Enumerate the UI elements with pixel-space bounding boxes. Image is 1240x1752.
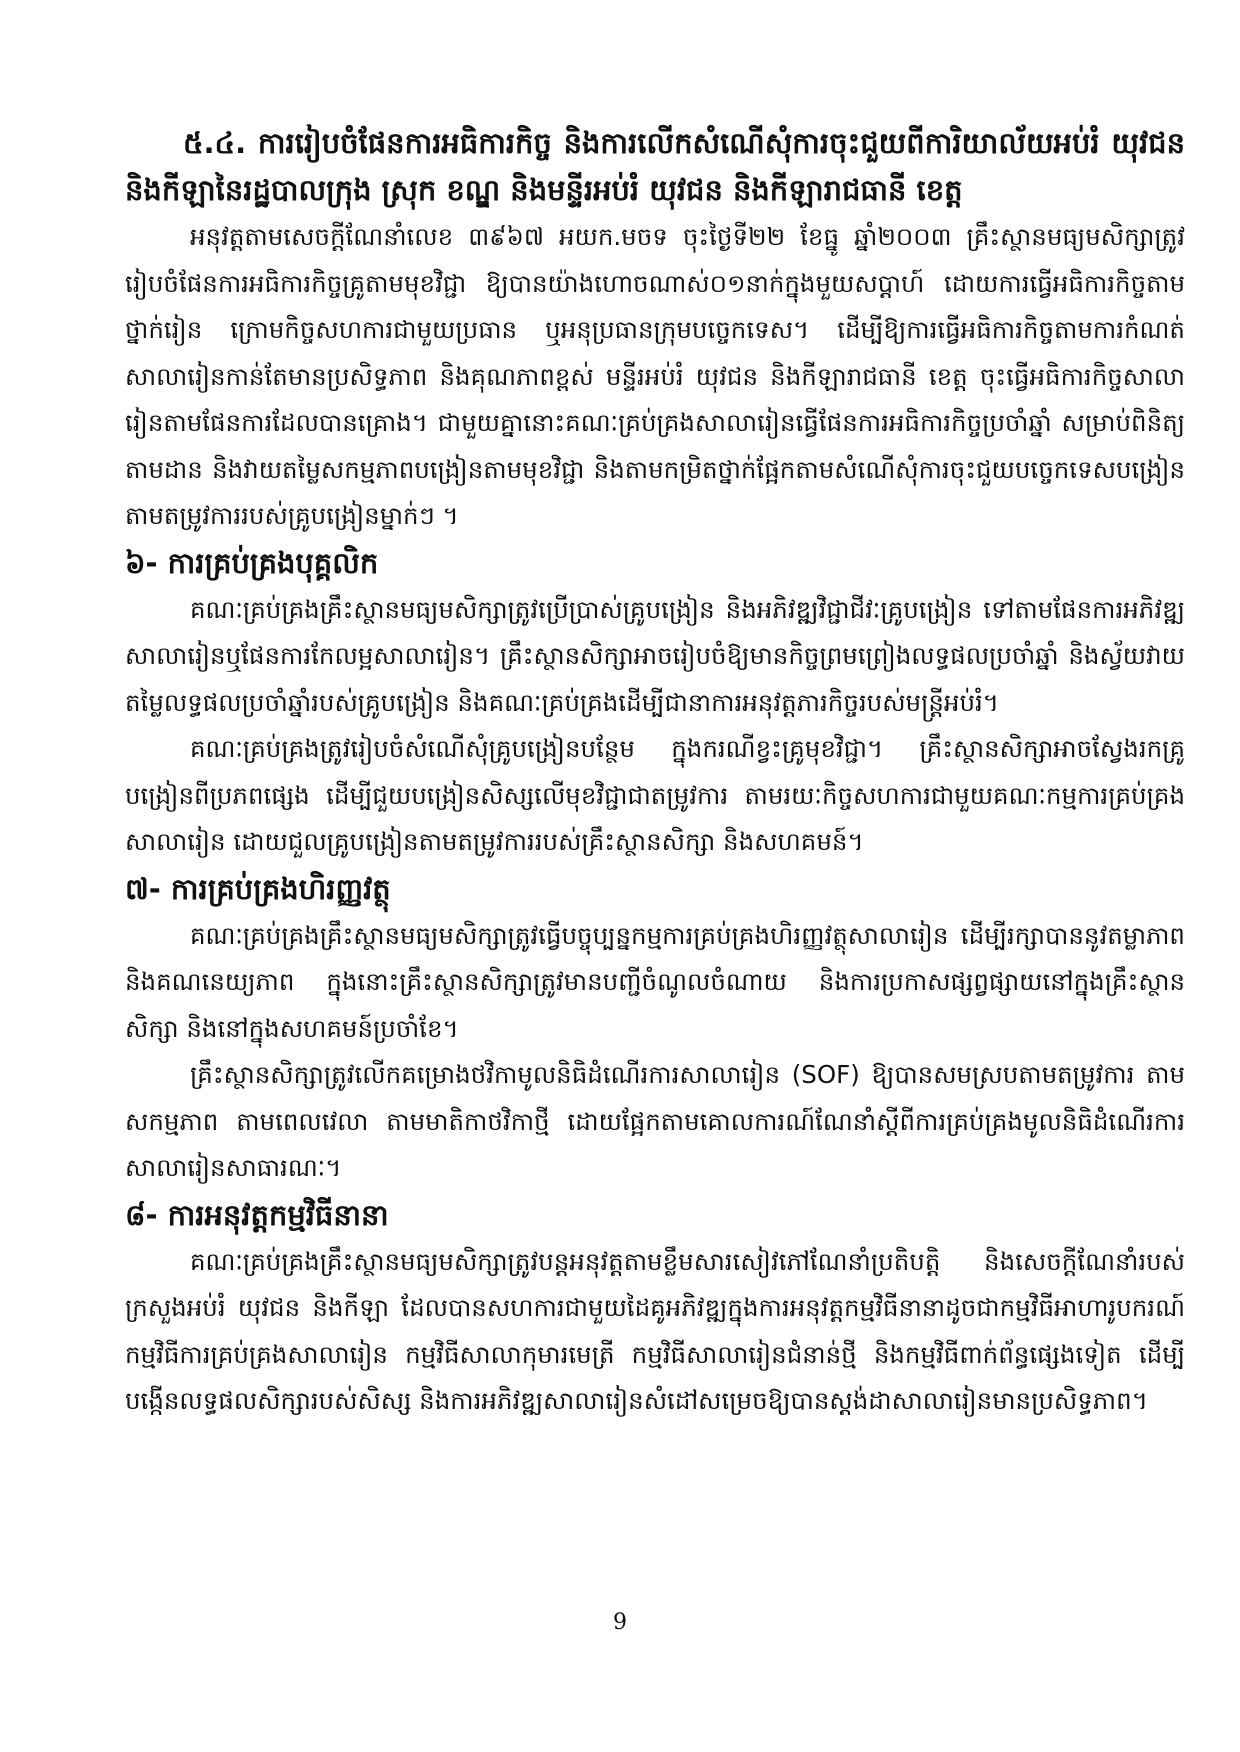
- section-heading-5-4: ៥.៤. ការរៀបចំផែនការអធិការកិច្ច និងការលើកសំណើសុំការចុះជួយពីការិយាល័យអប់រំ យុវជន និងកីឡានៃរដ្ឋបាលក្រុង ស្រុក ខណ្ឌ និងមន្ទីរអប់រំ យុវជន និងកីឡារាជធានី ខេត្ត: [125, 126, 1185, 207]
- document-body: [125, 120, 1185, 1425]
- paragraph-programs: គណៈគ្រប់គ្រងគ្រឹះស្ថានមធ្យមសិក្សាត្រូវបន្តអនុវត្តតាមខ្លឹមសារសៀវភៅណែនាំប្រតិបត្តិ និងសេចក្ដីណែនាំរបស់ក្រសួងអប់រំ យុវជន និងកីឡា ដែលបានសហការជាមួយដៃគូអភិវឌ្ឍក្នុងការអនុវត្តកម្មវិធីនានាដូចជាកម្មវិធីអាហារូបករណ៍ កម្មវិធីការគ្រប់គ្រងសាលារៀន កម្មវិធីសាលាកុមារមេត្រី កម្មវិធីសាលារៀនជំនាន់ថ្មី និងកម្មវិធីពាក់ព័ន្ធផ្សេងទៀត ដើម្បីបង្កើនលទ្ធផលសិក្សារបស់សិស្ស និងការអភិវឌ្ឍសាលារៀនសំដៅសម្រេចឱ្យបានស្ដង់ដាសាលារៀនមានប្រសិទ្ធភាព។: [125, 1246, 1185, 1415]
- paragraph-finance-2: គ្រឹះស្ថានសិក្សាត្រូវលើកគម្រោងថវិកាមូលនិធិដំណើរការសាលារៀន (SOF) ឱ្យបានសមស្របតាមតម្រូវការ តាមសកម្មភាព តាមពេលវេលា តាមមាតិកាថវិកាថ្មី ដោយផ្អែកតាមគោលការណ៍ណែនាំស្ដីពីការគ្រប់គ្រងមូលនិធិដំណើរការសាលារៀនសាធារណៈ។: [125, 1060, 1185, 1182]
- paragraph-finance-1: គណៈគ្រប់គ្រងគ្រឹះស្ថានមធ្យមសិក្សាត្រូវធ្វើបច្ចុប្បន្នកម្មការគ្រប់គ្រងហិរញ្ញវត្ថុសាលារៀន ដើម្បីរក្សាបាននូវតម្លាភាព និងគណនេយ្យភាព ក្នុងនោះគ្រឹះស្ថានសិក្សាត្រូវមានបញ្ជីចំណូលចំណាយ និងការប្រកាសផ្សព្វផ្សាយនៅក្នុងគ្រឹះស្ថានសិក្សា និងនៅក្នុងសហគមន៍ប្រចាំខែ។: [125, 920, 1185, 1043]
- section-heading-7: ៧- ការគ្រប់គ្រងហិរញ្ញវត្ថុ: [125, 871, 391, 906]
- section-heading-6: ៦- ការគ្រប់គ្រងបុគ្គលិក: [125, 545, 379, 580]
- section-heading-8: ៨- ការអនុវត្តកម្មវិធីនានា: [125, 1197, 389, 1232]
- page-number: 9: [613, 1610, 627, 1635]
- paragraph-inspection-plan: អនុវត្តតាមសេចក្ដីណែនាំលេខ ៣៩៦៧ អយក.មចទ ចុះថ្ងៃទី២២ ខែធ្នូ ឆ្នាំ២០០៣ គ្រឹះស្ថានមធ្យមសិក្សាត្រូវរៀបចំផែនការអធិការកិច្ចគ្រូតាមមុខវិជ្ជា ឱ្យបានយ៉ាងហោចណាស់០១នាក់ក្នុងមួយសប្ដាហ៍ ដោយការធ្វើអធិការកិច្ចតាមថ្នាក់រៀន ក្រោមកិច្ចសហការជាមួយប្រធាន ឬអនុប្រធានក្រុមបច្ចេកទេស។ ដើម្បីឱ្យការធ្វើអធិការកិច្ចតាមការកំណត់សាលារៀនកាន់តែមានប្រសិទ្ធភាព និងគុណភាពខ្ពស់ មន្ទីរអប់រំ យុវជន និងកីឡារាជធានី ខេត្ត ចុះធ្វើអធិការកិច្ចសាលារៀនតាមផែនការដែលបានគ្រោង។ ជាមួយគ្នានោះគណៈគ្រប់គ្រងសាលារៀនធ្វើផែនការអធិការកិច្ចប្រចាំឆ្នាំ សម្រាប់ពិនិត្យតាមដាន និងវាយតម្លៃសកម្មភាពបង្រៀនតាមមុខវិជ្ជា និងតាមកម្រិតថ្នាក់ផ្អែកតាមសំណើសុំការចុះជួយបច្ចេកទេសបង្រៀនតាមតម្រូវការរបស់គ្រូបង្រៀនម្នាក់ៗ ។: [125, 222, 1185, 530]
- paragraph-staff-management-1: គណៈគ្រប់គ្រងគ្រឹះស្ថានមធ្យមសិក្សាត្រូវប្រើប្រាស់គ្រូបង្រៀន និងអភិវឌ្ឍវិជ្ជាជីវៈគ្រូបង្រៀន ទៅតាមផែនការអភិវឌ្ឍសាលារៀនឬផែនការកែលម្អសាលារៀន។ គ្រឹះស្ថានសិក្សាអាចរៀបចំឱ្យមានកិច្ចព្រមព្រៀងលទ្ធផលប្រចាំឆ្នាំ និងស្វ័យវាយតម្លៃលទ្ធផលប្រចាំឆ្នាំរបស់គ្រូបង្រៀន និងគណៈគ្រប់គ្រងដើម្បីជានាការអនុវត្តភារកិច្ចរបស់មន្ត្រីអប់រំ។: [125, 594, 1185, 717]
- paragraph-staff-management-2: គណៈគ្រប់គ្រងត្រូវរៀបចំសំណើសុំគ្រូបង្រៀនបន្ថែម ក្នុងករណីខ្វះគ្រូមុខវិជ្ជា។ គ្រឹះស្ថានសិក្សាអាចស្វែងរកគ្រូបង្រៀនពីប្រភពផ្សេង ដើម្បីជួយបង្រៀនសិស្សលើមុខវិជ្ជាជាតម្រូវការ តាមរយៈកិច្ចសហការជាមួយគណៈកម្មការគ្រប់គ្រងសាលារៀន ដោយជួលគ្រូបង្រៀនតាមតម្រូវការរបស់គ្រឹះស្ថានសិក្សា និងសហគមន៍។: [125, 734, 1185, 856]
